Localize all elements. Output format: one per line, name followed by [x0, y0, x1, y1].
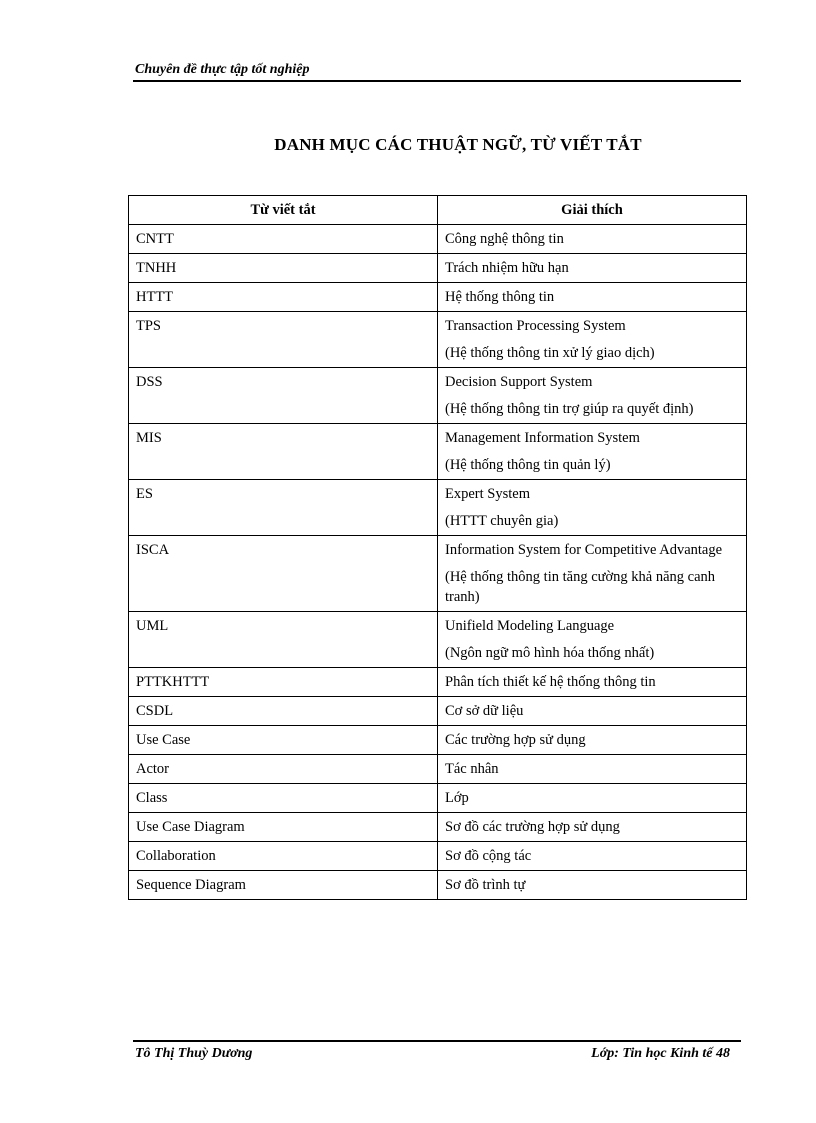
table-row [129, 871, 747, 900]
abbreviation-cell: Actor [129, 755, 438, 784]
table-row [129, 480, 747, 536]
explanation-cell [438, 283, 747, 312]
abbreviation-cell: Class [129, 784, 438, 813]
table-row [129, 668, 747, 697]
explanation-line: (Hệ thống thông tin xử lý giao dịch) [445, 345, 655, 361]
table-body [129, 225, 747, 900]
header-divider [133, 80, 741, 82]
table-row [129, 424, 747, 480]
explanation-line: Transaction Processing System [445, 318, 626, 334]
explanation-line: Lớp [445, 790, 469, 806]
explanation-cell [438, 424, 747, 480]
explanation-line: (Hệ thống thông tin tăng cường khả năng canh tranh) [445, 569, 716, 605]
explanation-line: (Hệ thống thông tin trợ giúp ra quyết định) [445, 401, 694, 417]
abbreviation-cell: CNTT [129, 225, 438, 254]
abbreviation-cell: MIS [129, 424, 438, 480]
explanation-line: Phân tích thiết kế hệ thống thông tin [445, 674, 656, 690]
explanation-cell [438, 480, 747, 536]
table-row [129, 842, 747, 871]
explanation-line: Expert System [445, 486, 530, 502]
page-header: Chuyên đề thực tập tốt nghiệp [135, 62, 310, 77]
explanation-line: Hệ thống thông tin [445, 289, 555, 305]
explanation-cell [438, 784, 747, 813]
table-row [129, 726, 747, 755]
table-row [129, 784, 747, 813]
explanation-line: (HTTT chuyên gia) [445, 513, 559, 529]
abbreviation-cell: Use Case Diagram [129, 813, 438, 842]
column-header-explanation: Giải thích [438, 196, 747, 225]
explanation-cell [438, 697, 747, 726]
abbreviation-cell: Sequence Diagram [129, 871, 438, 900]
abbreviation-cell: CSDL [129, 697, 438, 726]
table-row [129, 254, 747, 283]
table-row [129, 225, 747, 254]
footer-class: Lớp: Tin học Kinh tế 48 [591, 1046, 730, 1061]
table-row [129, 283, 747, 312]
page-title: DANH MỤC CÁC THUẬT NGỮ, TỪ VIẾT TẮT [274, 135, 642, 154]
explanation-line: Sơ đồ cộng tác [445, 848, 532, 864]
column-header-abbreviation: Từ viết tắt [129, 196, 438, 225]
explanation-cell [438, 612, 747, 668]
table-row [129, 312, 747, 368]
abbreviation-cell: ES [129, 480, 438, 536]
explanation-line: Cơ sở dữ liệu [445, 703, 524, 719]
explanation-line: Decision Support System [445, 374, 593, 390]
table-row [129, 368, 747, 424]
abbreviation-cell: TPS [129, 312, 438, 368]
abbreviation-cell: TNHH [129, 254, 438, 283]
explanation-line: Sơ đồ các trường hợp sử dụng [445, 819, 620, 835]
explanation-cell [438, 225, 747, 254]
abbreviation-table [128, 195, 747, 900]
explanation-line: Tác nhân [445, 761, 499, 777]
explanation-line: Trách nhiệm hữu hạn [445, 260, 569, 276]
abbreviation-cell: Collaboration [129, 842, 438, 871]
explanation-cell [438, 813, 747, 842]
abbreviation-cell: PTTKHTTT [129, 668, 438, 697]
explanation-line: Các trường hợp sử dụng [445, 732, 586, 748]
explanation-cell [438, 726, 747, 755]
table-row [129, 755, 747, 784]
abbreviation-cell: ISCA [129, 536, 438, 612]
footer-divider [133, 1040, 741, 1042]
table-row [129, 813, 747, 842]
explanation-cell [438, 871, 747, 900]
abbreviation-cell: Use Case [129, 726, 438, 755]
abbreviation-cell: HTTT [129, 283, 438, 312]
explanation-line: Information System for Competitive Advantage [445, 542, 723, 558]
explanation-line: Management Information System [445, 430, 640, 446]
table-row [129, 536, 747, 612]
explanation-cell [438, 254, 747, 283]
explanation-line: Công nghệ thông tin [445, 231, 564, 247]
explanation-cell [438, 368, 747, 424]
explanation-cell [438, 312, 747, 368]
table-row [129, 697, 747, 726]
abbreviation-cell: UML [129, 612, 438, 668]
explanation-cell [438, 842, 747, 871]
explanation-line: (Hệ thống thông tin quản lý) [445, 457, 611, 473]
table-header-row [129, 196, 747, 225]
explanation-line: Unifield Modeling Language [445, 618, 615, 634]
explanation-cell [438, 536, 747, 612]
explanation-line: (Ngôn ngữ mô hình hóa thống nhất) [445, 645, 655, 661]
explanation-cell [438, 668, 747, 697]
table-row [129, 612, 747, 668]
explanation-line: Sơ đồ trình tự [445, 877, 526, 893]
explanation-cell [438, 755, 747, 784]
footer-author: Tô Thị Thuỳ Dương [135, 1046, 253, 1061]
abbreviation-cell: DSS [129, 368, 438, 424]
